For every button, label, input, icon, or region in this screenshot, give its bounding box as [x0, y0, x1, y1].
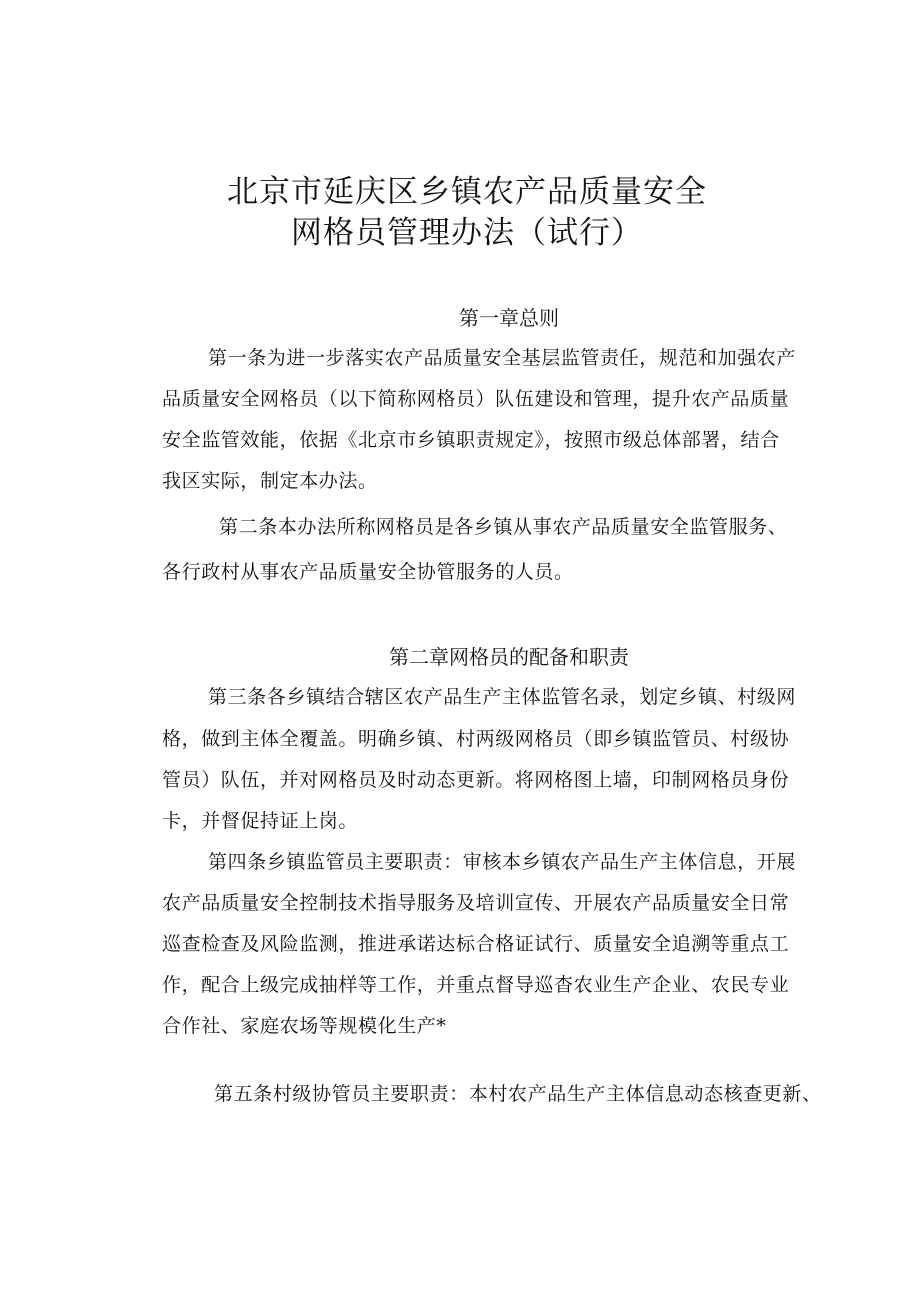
- paragraph-line: 第四条乡镇监管员主要职责：审核本乡镇农产品生产主体信息，开展: [208, 851, 797, 873]
- paragraph-line: 巡查检查及风险监测，推进承诺达标合格证试行、质量安全追溯等重点工: [162, 933, 790, 955]
- paragraph-line: 各行政村从事农产品质量安全协管服务的人员。: [162, 561, 574, 583]
- paragraph-line: 农产品质量安全控制技术指导服务及培训宣传、开展农产品质量安全日常: [162, 892, 790, 914]
- paragraph-line: 卡，并督促持证上岗。: [162, 810, 359, 832]
- document-title-line-2: 网格员管理办法（试行）: [291, 215, 643, 251]
- paragraph-line: 第三条各乡镇结合辖区农产品生产主体监管名录，划定乡镇、村级网: [208, 686, 797, 708]
- paragraph-line: 管员）队伍，并对网格员及时动态更新。将网格图上墙，印制网格员身份: [162, 769, 790, 791]
- paragraph-line: 作，配合上级完成抽样等工作，并重点督导巡杳农业生产企业、农民专业: [162, 974, 790, 996]
- paragraph-line: 格，做到主体全覆盖。明确乡镇、村两级网格员（即乡镇监管员、村级协: [162, 728, 790, 750]
- chapter-heading-1: 第一章总则: [459, 306, 559, 330]
- document-title-line-1: 北京市延庆区乡镇农产品质量安全: [227, 174, 707, 210]
- paragraph-line: 第一条为进一步落实农产品质量安全基层监管责任，规范和加强农产: [208, 347, 797, 369]
- paragraph-line: 安全监管效能，依据《北京市乡镇职责规定》，按照市级总体部署，结合: [162, 429, 780, 451]
- paragraph-line: 第五条村级协管员主要职责：本村农产品生产主体信息动态核查更新、: [214, 1083, 822, 1105]
- paragraph-line: 我区实际，制定本办法。: [162, 470, 378, 492]
- paragraph-line: 第二条本办法所称网格员是各乡镇从事农产品质量安全监管服务、: [219, 516, 788, 538]
- chapter-heading-2: 第二章网格员的配备和职责: [389, 645, 629, 669]
- paragraph-line: 品质量安全网格员（以下简称网格员）队伍建设和管理，提升农产品质量: [162, 388, 790, 410]
- paragraph-line: 合作社、家庭农场等规模化生产*: [162, 1015, 447, 1037]
